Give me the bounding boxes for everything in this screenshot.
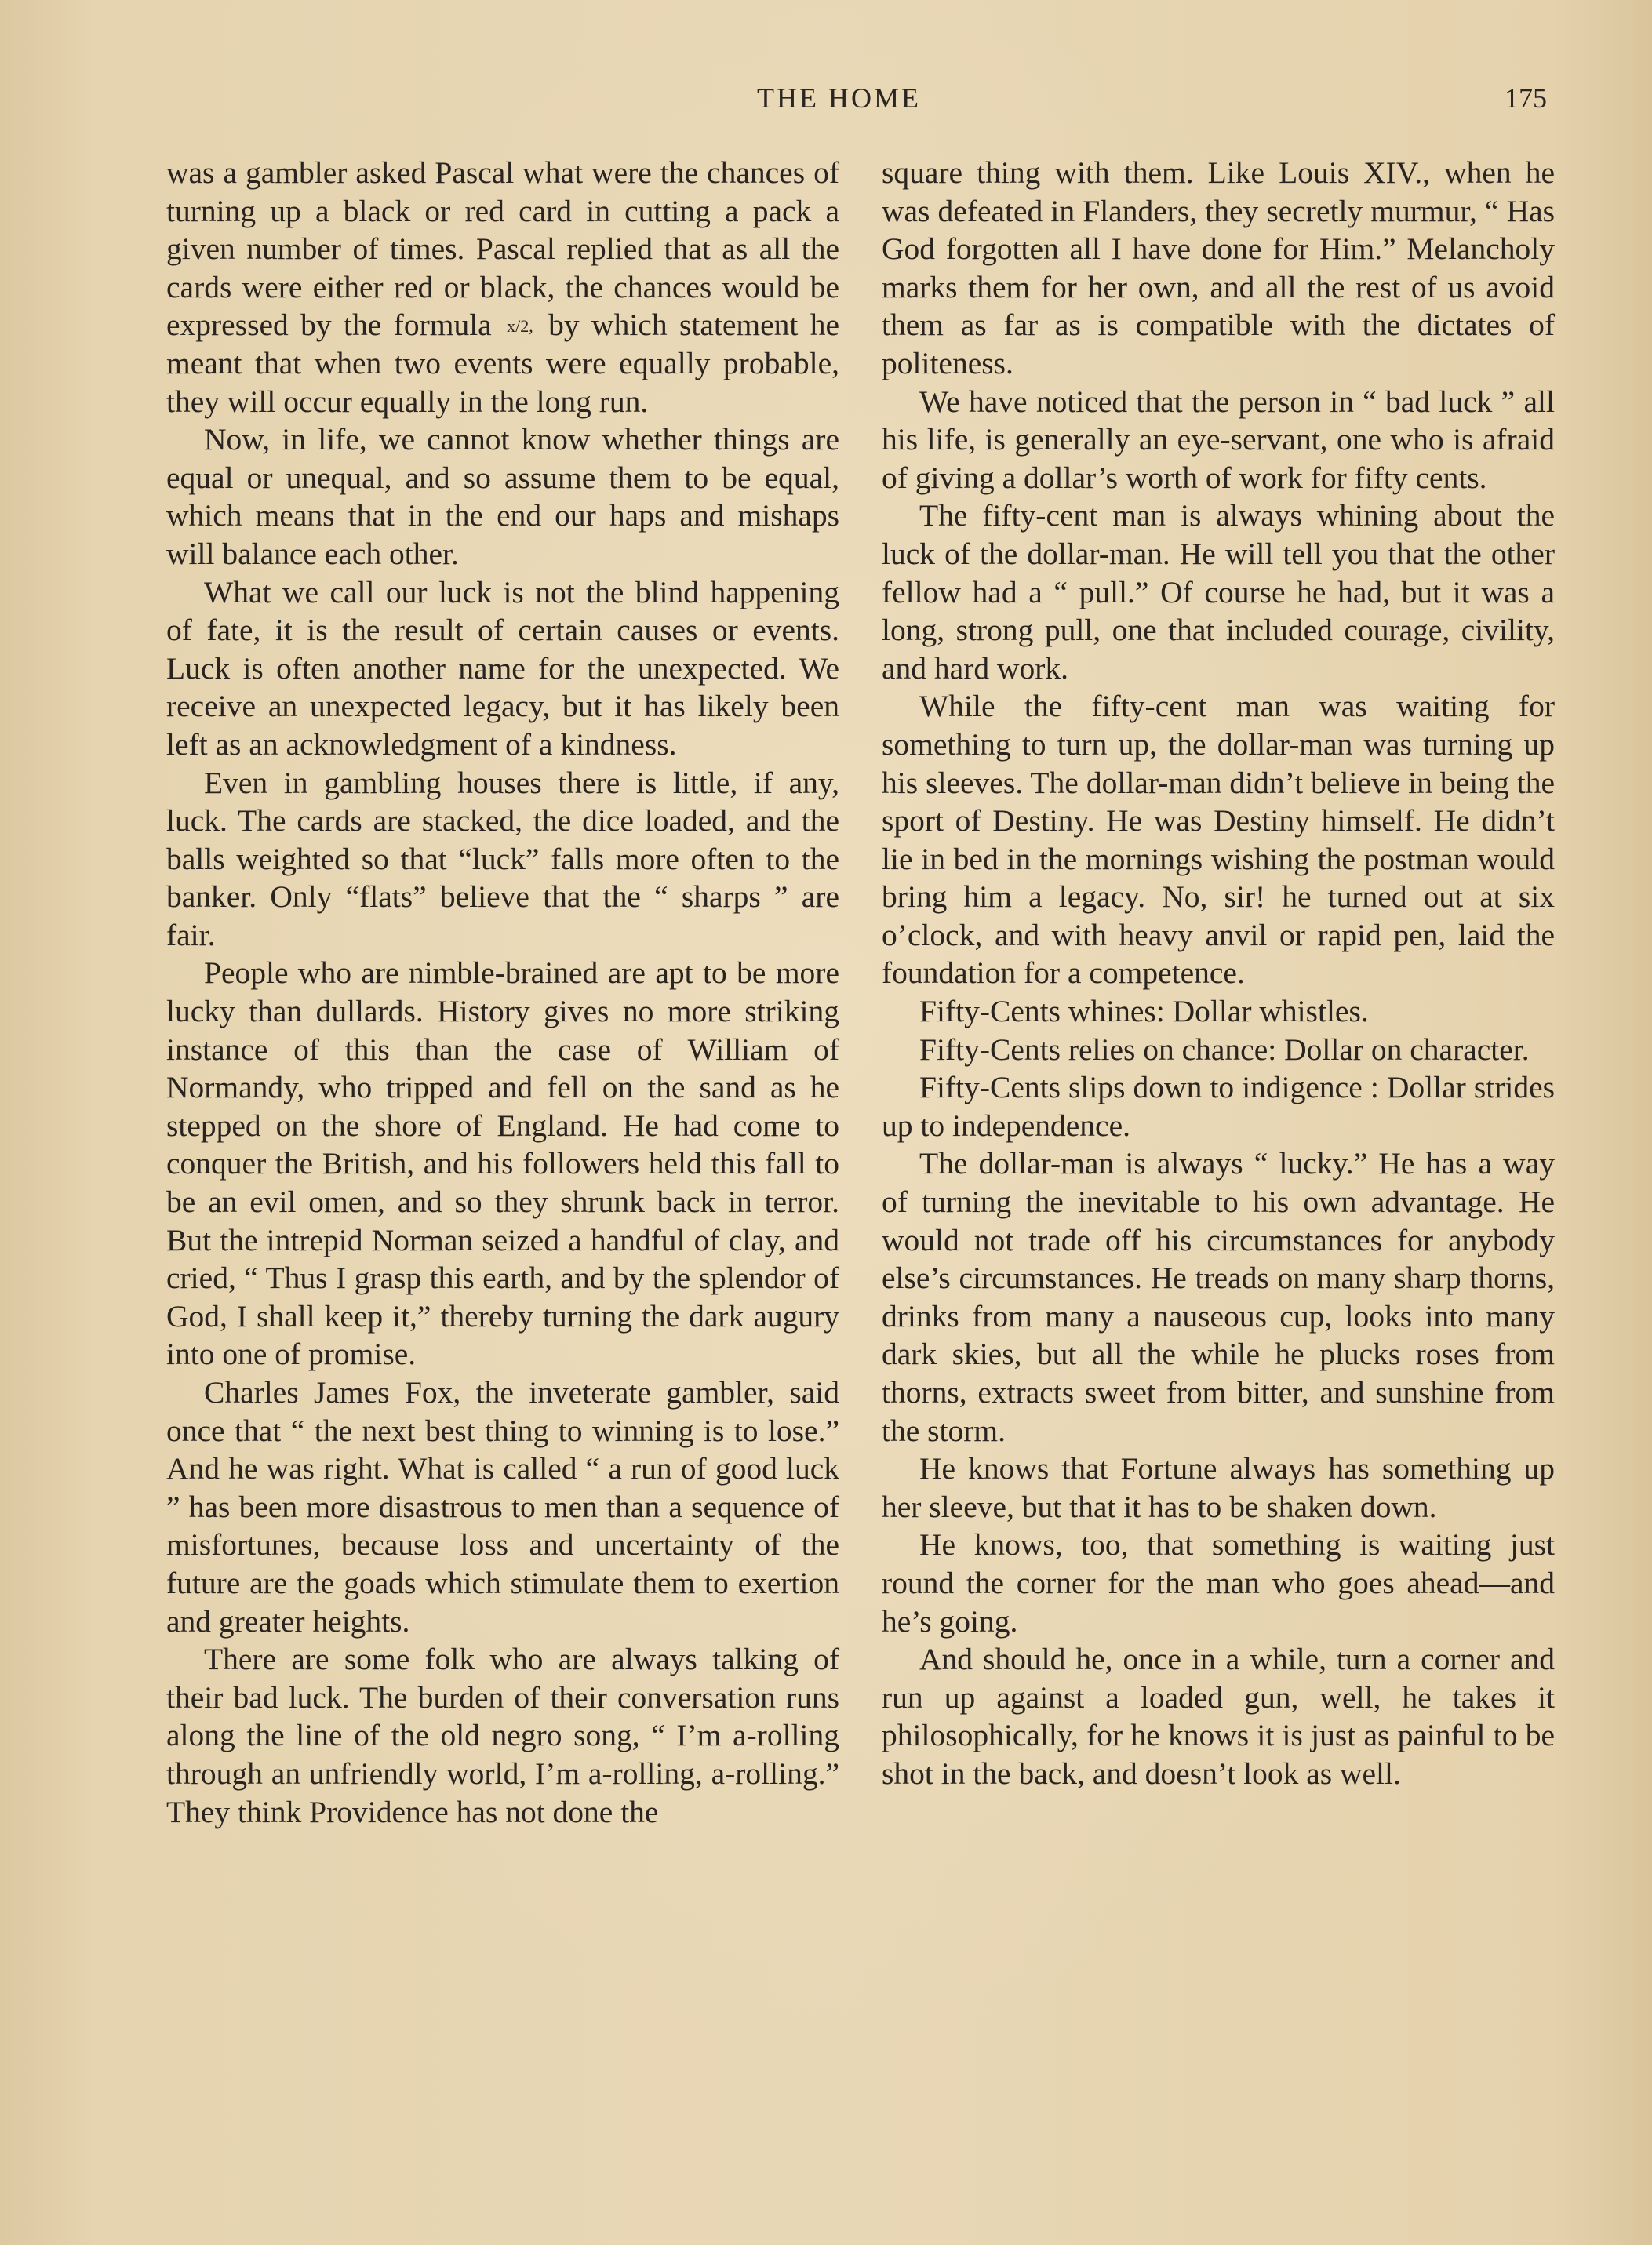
paragraph: Now, in life, we cannot know whether things are equal or unequal, and so assume them to be equal, which means that in the end our haps and mishaps will balance each other. xyxy=(166,422,839,571)
page-header xyxy=(0,82,1652,121)
paragraph: The fifty-cent man is always whining about the luck of the dollar-man. He will tell you that the other fellow had a “ pull.” Of course he had, but it was a long, strong pull, one that included courage, civility, and hard work. xyxy=(882,498,1555,686)
paragraph: The dollar-man is always “ lucky.” He has a way of turning the inevitable to his own advantage. He would not trade off his circumstances for anybody else’s circumstances. He treads on many sharp thorns, drinks from many a nauseous cup, looks into many dark skies, but all the while he plucks roses from thorns, extracts sweet from bitter, and sunshine from the storm. xyxy=(882,1146,1555,1448)
right-column xyxy=(882,154,1555,1793)
left-column xyxy=(166,154,839,1831)
paragraph: What we call our luck is not the blind happening of fate, it is the result of certain causes or events. Luck is often another name for the unexpected. We receive an unexpected legacy, but it has likely been left as an acknowledgment of a kindness. xyxy=(166,574,839,762)
paragraph: People who are nimble-brained are apt to be more lucky than dullards. History gives no more striking instance of this than the case of William of Normandy, who tripped and fell on the sand as he stepped on the shore of England. He had come to conquer the British, and his followers held this fall to be an evil omen, and so they shrunk back in terror. But the intrepid Norman seized a handful of clay, and cried, “ Thus I grasp this earth, and by the splendor of God, I shall keep it,” thereby turning the dark augury into one of promise. xyxy=(166,955,839,1372)
paragraph: He knows that Fortune always has something up her sleeve, but that it has to be shaken down. xyxy=(882,1451,1555,1524)
paragraph: Fifty-Cents slips down to indigence : Dollar strides up to independence. xyxy=(882,1070,1555,1143)
paragraph: Charles James Fox, the inveterate gambler, said once that “ the next best thing to winning is to lose.” And he was right. What is called “ a run of good luck ” has been more disastrous to men than a sequence of misfortunes, because loss and uncertainty of the future are the goads which stimulate them to exertion and greater heights. xyxy=(166,1375,839,1639)
paragraph: square thing with them. Like Louis XIV., when he was defeated in Flanders, they secretly murmur, “ Has God forgotten all I have done for Him.” Melancholy marks them for her own, and all the rest of us avoid them as far as is compatible with the dictates of politeness. xyxy=(882,155,1555,380)
paragraph: Even in gambling houses there is little, if any, luck. The cards are stacked, the dice loaded, and the balls weighted so that “luck” falls more often to the banker. Only “flats” believe that the “ sharps ” are fair. xyxy=(166,765,839,952)
running-title: THE HOME xyxy=(757,82,921,114)
paragraph: He knows, too, that something is waiting just round the corner for the man who goes ahead—and he’s going. xyxy=(882,1527,1555,1639)
paragraph: We have noticed that the person in “ bad luck ” all his life, is generally an eye-servant, one who is afraid of giving a dollar’s worth of work for fifty cents. xyxy=(882,384,1555,495)
fraction-formula: x/2, xyxy=(507,316,533,337)
paragraph: And should he, once in a while, turn a corner and run up against a loaded gun, well, he takes it philosophically, for he knows it is just as painful to be shot in the back, and doesn’t look as well. xyxy=(882,1642,1555,1791)
paragraph: There are some folk who are always talking of their bad luck. The burden of their conversation runs along the line of the old negro song, “ I’m a-rolling through an unfriendly world, I’m a-rolling, a-rolling.” They think Providence has not done the xyxy=(166,1642,839,1829)
paragraph: Fifty-Cents relies on chance: Dollar on character. xyxy=(919,1032,1530,1067)
page-number: 175 xyxy=(1505,82,1547,114)
paragraph: Fifty-Cents whines: Dollar whistles. xyxy=(919,994,1369,1029)
paragraph: While the fifty-cent man was waiting for something to turn up, the dollar-man was turning up his sleeves. The dollar-man didn’t believe in being the sport of Destiny. He was Destiny himself. He didn’t lie in bed in the mornings wishing the postman would bring him a legacy. No, sir! he turned out at six o’clock, and with heavy anvil or rapid pen, laid the foundation for a competence. xyxy=(882,689,1555,991)
paragraph-text: was a gambler asked Pascal what were the chances of turning up a black or red card in cutting a pack a given number of times. Pascal replied that as all the cards were either red or black, the chances would be expressed by the formula xyxy=(166,155,839,343)
paragraph xyxy=(166,154,839,420)
paragraph-text: by which statement he meant that when two events were equally probable, they will occur equally in the long run. xyxy=(166,307,840,419)
